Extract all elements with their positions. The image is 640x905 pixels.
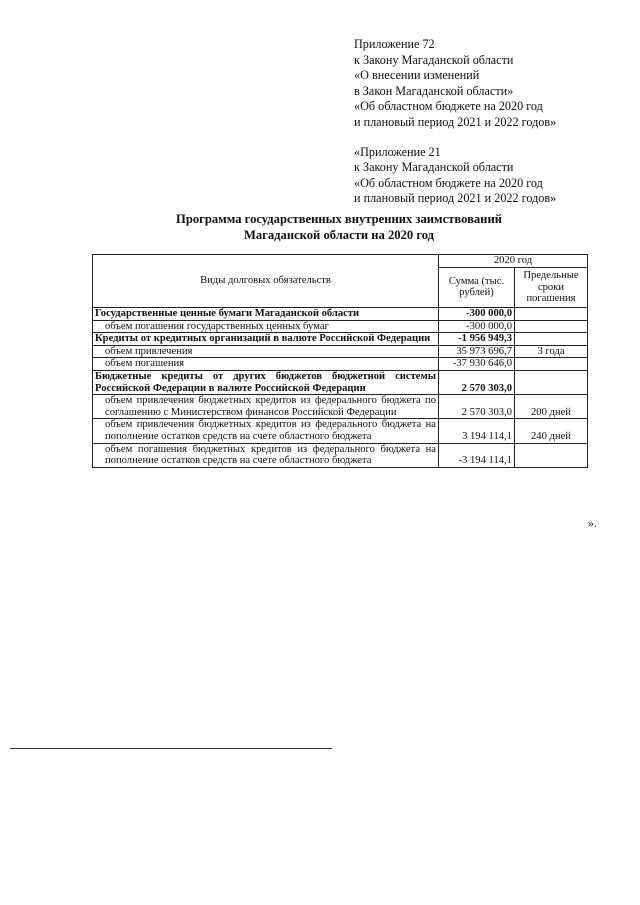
row-label: объем погашения <box>93 358 439 371</box>
row-sum: -300 000,0 <box>439 320 515 333</box>
document-title <box>90 212 588 243</box>
table-row <box>93 345 588 358</box>
table-row <box>93 333 588 346</box>
row-term <box>515 358 588 371</box>
row-term <box>515 320 588 333</box>
header-line: «Приложение 21 <box>354 144 441 159</box>
header-line: Приложение 72 <box>354 37 435 51</box>
row-sum: 2 570 303,0 <box>439 395 515 419</box>
header-debt-types: Виды долговых обязательств <box>93 255 439 308</box>
row-label: объем погашения бюджетных кредитов из федерального бюджета на пополнение остатков средств на счете областного бюджета <box>93 443 439 467</box>
row-term <box>515 370 588 394</box>
closing-quote-mark: ». <box>588 516 597 530</box>
title-line-2: Магаданской области на 2020 год <box>243 227 435 242</box>
table-row <box>93 370 588 394</box>
appendix-header <box>354 37 556 207</box>
row-sum: -300 000,0 <box>439 308 515 321</box>
row-label: Государственные ценные бумаги Магаданской области <box>93 308 439 321</box>
row-term <box>515 443 588 467</box>
row-term: 3 года <box>515 345 588 358</box>
header-sum: Сумма (тыс. рублей) <box>439 267 515 307</box>
header-line: к Закону Магаданской области <box>354 52 514 67</box>
row-term: 240 дней <box>515 419 588 443</box>
header-line: «О внесении изменений <box>354 68 480 83</box>
footnote-divider <box>10 748 332 749</box>
row-sum: 3 194 114,1 <box>439 419 515 443</box>
title-line-1: Программа государственных внутренних заимствований <box>176 212 502 226</box>
header-line: и плановый период 2021 и 2022 годов» <box>354 191 557 206</box>
row-term <box>515 308 588 321</box>
row-sum: 35 973 696,7 <box>439 345 515 358</box>
row-term: 200 дней <box>515 395 588 419</box>
table-row <box>93 419 588 443</box>
row-term <box>515 333 588 346</box>
row-sum: -1 956 949,3 <box>439 333 515 346</box>
header-line: в Закон Магаданской области» <box>354 83 514 98</box>
header-line: «Об областном бюджете на 2020 год <box>354 99 543 114</box>
row-label: Бюджетные кредиты от других бюджетов бюджетной системы Российской Федерации в валюте Российской Федерации <box>93 370 439 394</box>
table-row <box>93 395 588 419</box>
row-label: объем привлечения <box>93 345 439 358</box>
table-row <box>93 443 588 467</box>
header-term: Предельные сроки погашения <box>515 267 588 307</box>
row-label: объем привлечения бюджетных кредитов из федерального бюджета на пополнение остатков средств на счете областного бюджета <box>93 419 439 443</box>
table-row <box>93 308 588 321</box>
header-line: и плановый период 2021 и 2022 годов» <box>354 114 557 129</box>
borrowing-program-table <box>92 254 588 468</box>
row-label: объем погашения государственных ценных бумаг <box>93 320 439 333</box>
row-label: объем привлечения бюджетных кредитов из федерального бюджета по соглашению с Министерством финансов Российской Федерации <box>93 395 439 419</box>
header-year: 2020 год <box>439 255 588 268</box>
table-row <box>93 358 588 371</box>
row-sum: 2 570 303,0 <box>439 370 515 394</box>
row-sum: -37 930 646,0 <box>439 358 515 371</box>
row-label: Кредиты от кредитных организаций в валюте Российской Федерации <box>93 333 439 346</box>
table-row <box>93 320 588 333</box>
header-line: «Об областном бюджете на 2020 год <box>354 175 543 190</box>
row-sum: -3 194 114,1 <box>439 443 515 467</box>
header-line: к Закону Магаданской области <box>354 160 514 175</box>
